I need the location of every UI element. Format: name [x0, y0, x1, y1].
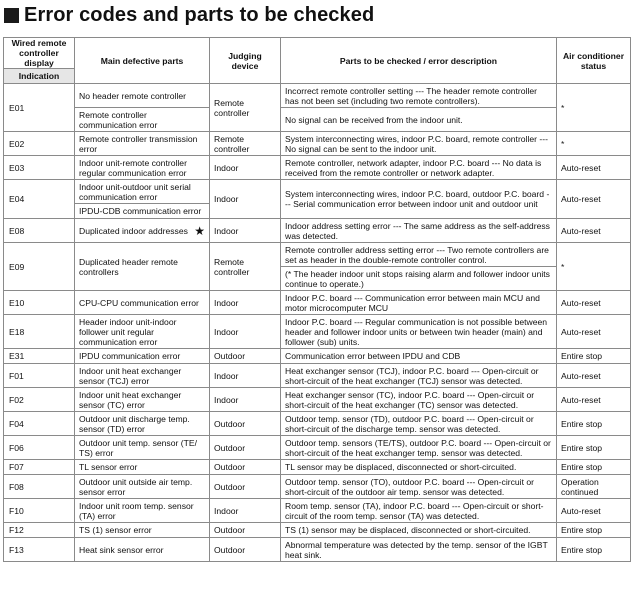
ac-status: Entire stop — [557, 460, 631, 475]
ac-status: Auto-reset — [557, 388, 631, 412]
header-status: Air conditioner status — [557, 38, 631, 84]
error-code: E10 — [4, 291, 75, 315]
defective-part: Remote controller communication error — [75, 108, 210, 132]
error-code: E02 — [4, 132, 75, 156]
error-description: Remote controller, network adapter, indoor P.C. board --- No data is received from the remote controller or network adapter. — [281, 156, 557, 180]
error-description: Communication error between IPDU and CDB — [281, 349, 557, 364]
error-code: E18 — [4, 315, 75, 349]
defective-part: Indoor unit room temp. sensor (TA) error — [75, 499, 210, 523]
judging-device: Outdoor — [210, 538, 281, 562]
error-code: F08 — [4, 475, 75, 499]
header-display: Wired remote controller display — [4, 38, 75, 69]
judging-device: Outdoor — [210, 349, 281, 364]
defective-part: Indoor unit heat exchanger sensor (TC) error — [75, 388, 210, 412]
table-row — [4, 132, 631, 156]
ac-status: Auto-reset — [557, 219, 631, 243]
judging-device: Indoor — [210, 291, 281, 315]
error-code: F10 — [4, 499, 75, 523]
judging-device: Indoor — [210, 156, 281, 180]
judging-device: Indoor — [210, 219, 281, 243]
error-code: E04 — [4, 180, 75, 219]
ac-status: Entire stop — [557, 436, 631, 460]
defective-part: Heat sink sensor error — [75, 538, 210, 562]
error-code: F06 — [4, 436, 75, 460]
table-row — [4, 243, 631, 267]
error-description: Room temp. sensor (TA), indoor P.C. board --- Open-circuit or short-circuit of the room temp. sensor (TA) was detected. — [281, 499, 557, 523]
defective-part: No header remote controller — [75, 84, 210, 108]
error-code: F04 — [4, 412, 75, 436]
judging-device: Indoor — [210, 388, 281, 412]
table-row — [4, 315, 631, 349]
judging-device: Outdoor — [210, 436, 281, 460]
defective-part: Outdoor unit temp. sensor (TE/ TS) error — [75, 436, 210, 460]
page-title — [4, 2, 374, 28]
error-description: Indoor address setting error --- The same address as the self-address was detected. — [281, 219, 557, 243]
error-description: Incorrect remote controller setting --- The header remote controller has not been set (including two remote controllers). — [281, 84, 557, 108]
error-description: TS (1) sensor may be displaced, disconnected or short-circuited. — [281, 523, 557, 538]
judging-device: Outdoor — [210, 412, 281, 436]
judging-device: Indoor — [210, 364, 281, 388]
error-description: No signal can be received from the indoor unit. — [281, 108, 557, 132]
error-description: Remote controller address setting error --- Two remote controllers are set as header in the double-remote controller control. — [281, 243, 557, 267]
defective-part: TL sensor error — [75, 460, 210, 475]
defective-part-text: Duplicated indoor addresses — [79, 225, 188, 236]
table-row — [4, 291, 631, 315]
error-code: E08 — [4, 219, 75, 243]
judging-device: Indoor — [210, 180, 281, 219]
ac-status: * — [557, 84, 631, 132]
table-row — [4, 523, 631, 538]
judging-device: Remote controller — [210, 243, 281, 291]
judging-device: Outdoor — [210, 475, 281, 499]
header-parts: Main defective parts — [75, 38, 210, 84]
title-square-icon — [4, 8, 19, 23]
error-code: E03 — [4, 156, 75, 180]
table-row — [4, 499, 631, 523]
error-description: Outdoor temp. sensors (TE/TS), outdoor P.C. board --- Open-circuit or short-circuit of the heat exchanger temp. sensor was detected. — [281, 436, 557, 460]
error-description: System interconnecting wires, indoor P.C. board, remote controller --- No signal can be sent to the indoor unit. — [281, 132, 557, 156]
error-code-table — [3, 37, 631, 562]
error-code: F07 — [4, 460, 75, 475]
defective-part: Outdoor unit outside air temp. sensor error — [75, 475, 210, 499]
error-description: Abnormal temperature was detected by the temp. sensor of the IGBT heat sink. — [281, 538, 557, 562]
table-row — [4, 156, 631, 180]
judging-device: Remote controller — [210, 132, 281, 156]
table-row — [4, 475, 631, 499]
judging-device: Outdoor — [210, 523, 281, 538]
ac-status: * — [557, 132, 631, 156]
table-row — [4, 108, 631, 132]
error-code: F13 — [4, 538, 75, 562]
defective-part: Header indoor unit-indoor follower unit regular communication error — [75, 315, 210, 349]
header-check: Parts to be checked / error description — [281, 38, 557, 84]
header-device: Judging device — [210, 38, 281, 84]
defective-part: Remote controller transmission error — [75, 132, 210, 156]
table-row — [4, 460, 631, 475]
error-description: Indoor P.C. board --- Regular communication is not possible between header and follower indoor units or between twin header (main) and follower (sub) units. — [281, 315, 557, 349]
table-row — [4, 349, 631, 364]
defective-part: Outdoor unit discharge temp. sensor (TD) error — [75, 412, 210, 436]
judging-device: Indoor — [210, 499, 281, 523]
ac-status: Entire stop — [557, 412, 631, 436]
defective-part: CPU-CPU communication error — [75, 291, 210, 315]
title-text: Error codes and parts to be checked — [24, 3, 375, 26]
defective-part: TS (1) sensor error — [75, 523, 210, 538]
defective-part: IPDU communication error — [75, 349, 210, 364]
error-description: Heat exchanger sensor (TC), indoor P.C. board --- Open-circuit or short-circuit of the heat exchanger (TC) sensor was detected. — [281, 388, 557, 412]
error-description: (* The header indoor unit stops raising alarm and follower indoor units continue to operate.) — [281, 267, 557, 291]
error-description: Indoor P.C. board --- Communication error between main MCU and motor microcomputer MCU — [281, 291, 557, 315]
star-icon: ★ — [194, 223, 205, 238]
table-row — [4, 538, 631, 562]
table-row — [4, 436, 631, 460]
error-description: System interconnecting wires, indoor P.C. board, outdoor P.C. board --- Serial communication error between indoor unit and outdoor unit — [281, 180, 557, 219]
defective-part: Indoor unit-remote controller regular communication error — [75, 156, 210, 180]
ac-status: Operation continued — [557, 475, 631, 499]
table-row — [4, 219, 631, 243]
ac-status: Entire stop — [557, 523, 631, 538]
error-description: Heat exchanger sensor (TCJ), indoor P.C. board --- Open-circuit or short-circuit of the heat exchanger (TCJ) sensor was detected. — [281, 364, 557, 388]
ac-status: Entire stop — [557, 349, 631, 364]
judging-device: Remote controller — [210, 84, 281, 132]
header-indication: Indication — [4, 69, 75, 84]
error-description: Outdoor temp. sensor (TD), outdoor P.C. board --- Open-circuit or short-circuit of the discharge temp. sensor was detected. — [281, 412, 557, 436]
error-code: F12 — [4, 523, 75, 538]
judging-device: Indoor — [210, 315, 281, 349]
table-row — [4, 180, 631, 204]
error-code: F02 — [4, 388, 75, 412]
error-code: F01 — [4, 364, 75, 388]
defective-part: Duplicated header remote controllers — [75, 243, 210, 291]
ac-status: Auto-reset — [557, 315, 631, 349]
error-code: E31 — [4, 349, 75, 364]
ac-status: * — [557, 243, 631, 291]
table-row — [4, 84, 631, 108]
error-description: TL sensor may be displaced, disconnected or short-circuited. — [281, 460, 557, 475]
defective-part — [75, 219, 210, 243]
ac-status: Auto-reset — [557, 156, 631, 180]
ac-status: Auto-reset — [557, 180, 631, 219]
error-code: E01 — [4, 84, 75, 132]
ac-status: Entire stop — [557, 538, 631, 562]
defective-part: Indoor unit heat exchanger sensor (TCJ) error — [75, 364, 210, 388]
table-row — [4, 364, 631, 388]
defective-part: IPDU-CDB communication error — [75, 204, 210, 219]
judging-device: Outdoor — [210, 460, 281, 475]
table-row — [4, 412, 631, 436]
error-code: E09 — [4, 243, 75, 291]
ac-status: Auto-reset — [557, 291, 631, 315]
defective-part: Indoor unit-outdoor unit serial communication error — [75, 180, 210, 204]
ac-status: Auto-reset — [557, 364, 631, 388]
table-row — [4, 388, 631, 412]
error-description: Outdoor temp. sensor (TO), outdoor P.C. board --- Open-circuit or short-circuit of the outdoor air temp. sensor was detected. — [281, 475, 557, 499]
ac-status: Auto-reset — [557, 499, 631, 523]
